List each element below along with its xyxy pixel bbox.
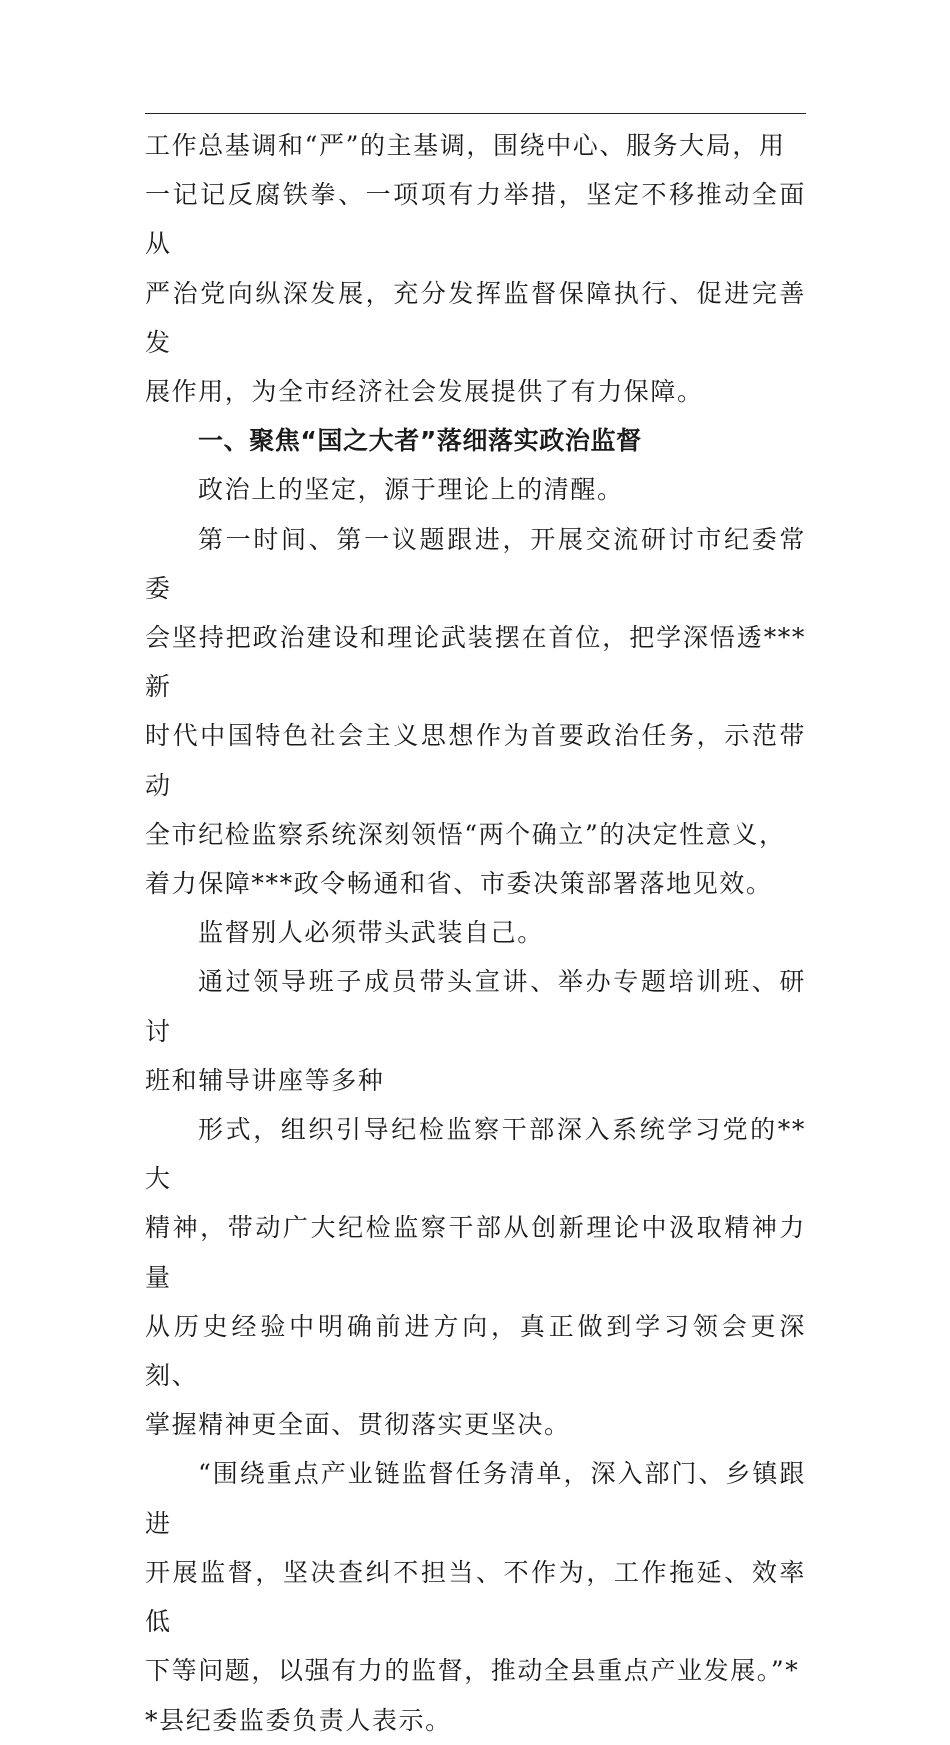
body-paragraph bbox=[145, 1449, 806, 1744]
text-line: 政治上的坚定，源于理论上的清醒。 bbox=[198, 475, 624, 505]
text-line: 会坚持把政治建设和理论武装摆在首位，把学深悟透***新 bbox=[145, 623, 806, 702]
text-line: 开展监督，坚决查纠不担当、不作为，工作拖延、效率低 bbox=[145, 1557, 806, 1637]
document-body bbox=[145, 121, 806, 1745]
text-line: 班和辅导讲座等多种 bbox=[145, 1065, 385, 1095]
text-line: 监督别人必须带头武装自己。 bbox=[198, 918, 544, 948]
text-line: 从历史经验中明确前进方向，真正做到学习领会更深刻、 bbox=[145, 1311, 806, 1391]
body-paragraph bbox=[145, 908, 806, 957]
text-line: 着力保障***政令畅通和省、市委决策部署落地见效。 bbox=[145, 869, 773, 899]
header-rule bbox=[145, 113, 806, 114]
text-line: 严治党向纵深发展，充分发挥监督保障执行、促进完善发 bbox=[145, 278, 806, 357]
section-heading bbox=[145, 416, 806, 465]
text-line: 掌握精神更全面、贯彻落实更坚决。 bbox=[145, 1410, 571, 1440]
body-paragraph bbox=[145, 515, 806, 909]
body-paragraph bbox=[145, 465, 806, 514]
text-line: 通过领导班子成员带头宣讲、举办专题培训班、研讨 bbox=[145, 967, 806, 1046]
text-line: 工作总基调和“严”的主基调，围绕中心、服务大局，用 bbox=[145, 131, 786, 160]
text-line: “围绕重点产业链监督任务清单，深入部门、乡镇跟进 bbox=[145, 1459, 806, 1538]
body-paragraph bbox=[145, 121, 806, 416]
text-line: 精神，带动广大纪检监察干部从创新理论中汲取精神力量 bbox=[145, 1213, 806, 1292]
text-line: 下等问题，以强有力的监督，推动全县重点产业发展。”* bbox=[145, 1656, 800, 1686]
text-line: 一、聚焦“国之大者”落细落实政治监督 bbox=[198, 426, 642, 456]
text-line: 一记记反腐铁拳、一项项有力举措，坚定不移推动全面从 bbox=[145, 180, 806, 259]
body-paragraph bbox=[145, 957, 806, 1105]
body-paragraph bbox=[145, 1105, 806, 1449]
text-line: 全市纪检监察系统深刻领悟“两个确立”的决定性意义， bbox=[145, 819, 786, 849]
text-line: 展作用，为全市经济社会发展提供了有力保障。 bbox=[145, 377, 704, 407]
text-line: 时代中国特色社会主义思想作为首要政治任务，示范带动 bbox=[145, 721, 806, 800]
text-line: 第一时间、第一议题跟进，开展交流研讨市纪委常委 bbox=[145, 524, 806, 603]
text-line: *县纪委监委负责人表示。 bbox=[145, 1705, 452, 1735]
text-line: 形式，组织引导纪检监察干部深入系统学习党的**大 bbox=[145, 1115, 806, 1194]
